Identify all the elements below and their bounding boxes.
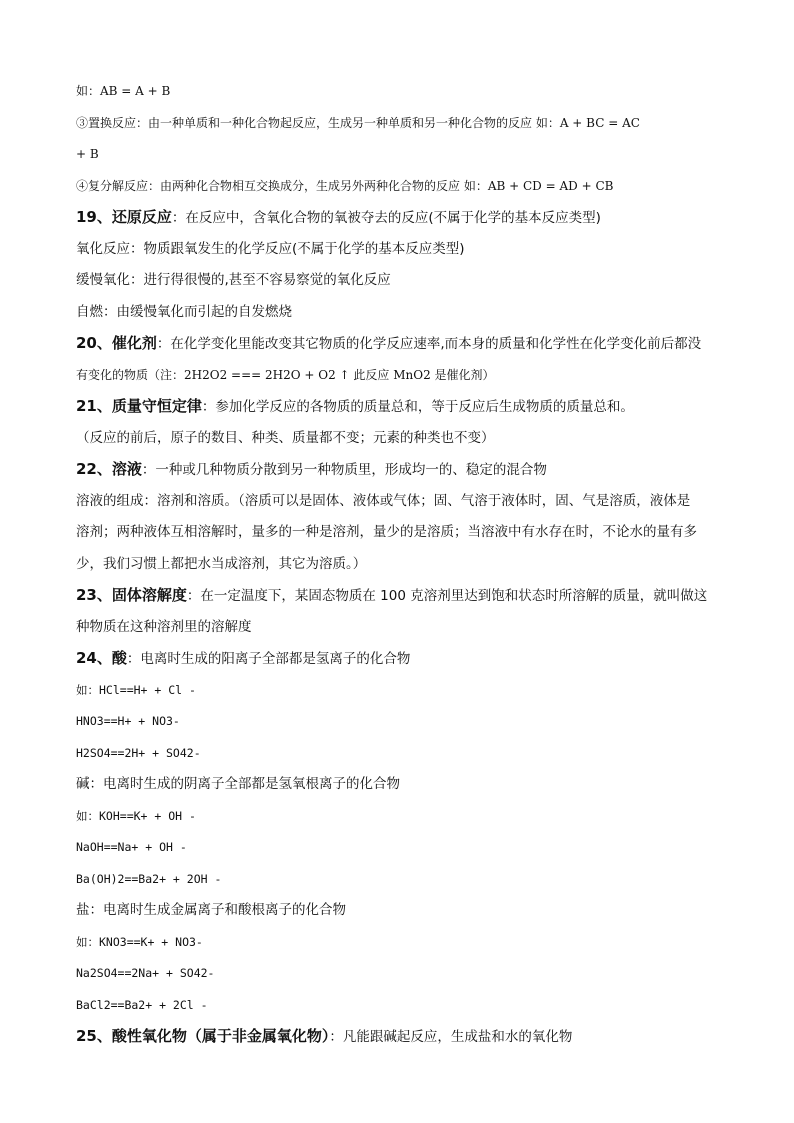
equation-line: HNO3==H+ + NO3-	[76, 714, 180, 728]
equation-line: Na2SO4==2Na+ + SO42-	[76, 966, 215, 980]
section-number: 23、	[76, 586, 112, 604]
section-heading-line	[76, 391, 718, 423]
section-definition: ：一种或几种物质分散到另一种物质里，形成均一的、稳定的混合物	[141, 462, 547, 478]
text-line: 种物质在这种溶剂里的溶解度	[76, 618, 252, 635]
section-heading-line	[76, 202, 718, 234]
section-definition: ：在化学变化里能改变其它物质的化学反应速率,而本身的质量和化学性在化学变化前后都没	[156, 336, 702, 352]
equation-line: 如：KOH==K+ + OH -	[76, 808, 196, 823]
section-number: 24、	[76, 649, 112, 667]
text-line: 盐：电离时生成金属离子和酸根离子的化合物	[76, 902, 346, 918]
text-line: 如：AB = A + B	[76, 84, 171, 98]
section-number: 25、	[76, 1027, 112, 1045]
section-number: 21、	[76, 397, 112, 415]
section-term: 酸	[111, 649, 127, 667]
text-line: 氧化反应：物质跟氧发生的化学反应(不属于化学的基本反应类型)	[76, 240, 465, 257]
section-number: 19、	[76, 208, 112, 226]
section-heading-line	[76, 328, 718, 360]
text-line: 溶液的组成：溶剂和溶质。（溶质可以是固体、液体或气体；固、气溶于液体时，固、气是溶质，液体是	[76, 492, 691, 509]
text-line: 有变化的物质（注：2H2O2 === 2H2O + O2 ↑ 此反应 MnO2 是催化剂）	[76, 367, 495, 382]
section-heading-line	[76, 580, 718, 612]
section-definition: ：参加化学反应的各物质的质量总和，等于反应后生成物质的质量总和。	[201, 399, 634, 415]
document-page	[76, 76, 718, 1053]
section-number: 22、	[76, 460, 112, 478]
section-term: 催化剂	[111, 334, 157, 352]
text-line: （反应的前后，原子的数目、种类、质量都不变；元素的种类也不变）	[76, 429, 495, 446]
section-term: 质量守恒定律	[111, 397, 202, 415]
section-heading-line	[76, 1021, 718, 1053]
equation-line: H2SO4==2H+ + SO42-	[76, 745, 201, 760]
equation-line: 如：HCl==H+ + Cl -	[76, 682, 196, 697]
section-term: 固体溶解度	[111, 586, 187, 604]
text-line: ③置换反应：由一种单质和一种化合物起反应，生成另一种单质和另一种化合物的反应 如：A + BC = AC	[76, 115, 640, 130]
section-definition: ：凡能跟碱起反应，生成盐和水的氧化物	[329, 1029, 573, 1045]
section-term: 还原反应	[111, 208, 172, 226]
section-heading-line	[76, 643, 718, 675]
section-term: 溶液	[111, 460, 142, 478]
equation-line: 如：KNO3==K+ + NO3-	[76, 934, 203, 949]
text-line: 少，我们习惯上都把水当成溶剂，其它为溶质。）	[76, 555, 367, 572]
equation-line: BaCl2==Ba2+ + 2Cl -	[76, 997, 208, 1012]
section-number: 20、	[76, 334, 112, 352]
equation-line: NaOH==Na+ + OH -	[76, 840, 187, 854]
text-line: 碱：电离时生成的阴离子全部都是氢氧根离子的化合物	[76, 776, 400, 792]
text-line: ④复分解反应：由两种化合物相互交换成分，生成另外两种化合物的反应 如：AB + CD = AD + CB	[76, 178, 614, 193]
text-line: 溶剂；两种液体互相溶解时，量多的一种是溶剂，量少的是溶质；当溶液中有水存在时，不论水的量有多	[76, 524, 697, 540]
section-definition: ：电离时生成的阳离子全部都是氢离子的化合物	[126, 651, 411, 667]
section-heading-line	[76, 454, 718, 486]
text-line: 自燃：由缓慢氧化而引起的自发燃烧	[76, 303, 292, 320]
section-definition: ：在反应中，含氧化合物的氧被夺去的反应(不属于化学的基本反应类型)	[171, 210, 601, 226]
text-line: + B	[76, 147, 99, 161]
section-definition: ：在一定温度下，某固态物质在 100 克溶剂里达到饱和状态时所溶解的质量，就叫做这	[186, 588, 708, 604]
equation-line: Ba(OH)2==Ba2+ + 2OH -	[76, 871, 222, 886]
section-term: 酸性氧化物（属于非金属氧化物）	[111, 1027, 330, 1045]
text-line: 缓慢氧化：进行得很慢的,甚至不容易察觉的氧化反应	[76, 272, 391, 288]
